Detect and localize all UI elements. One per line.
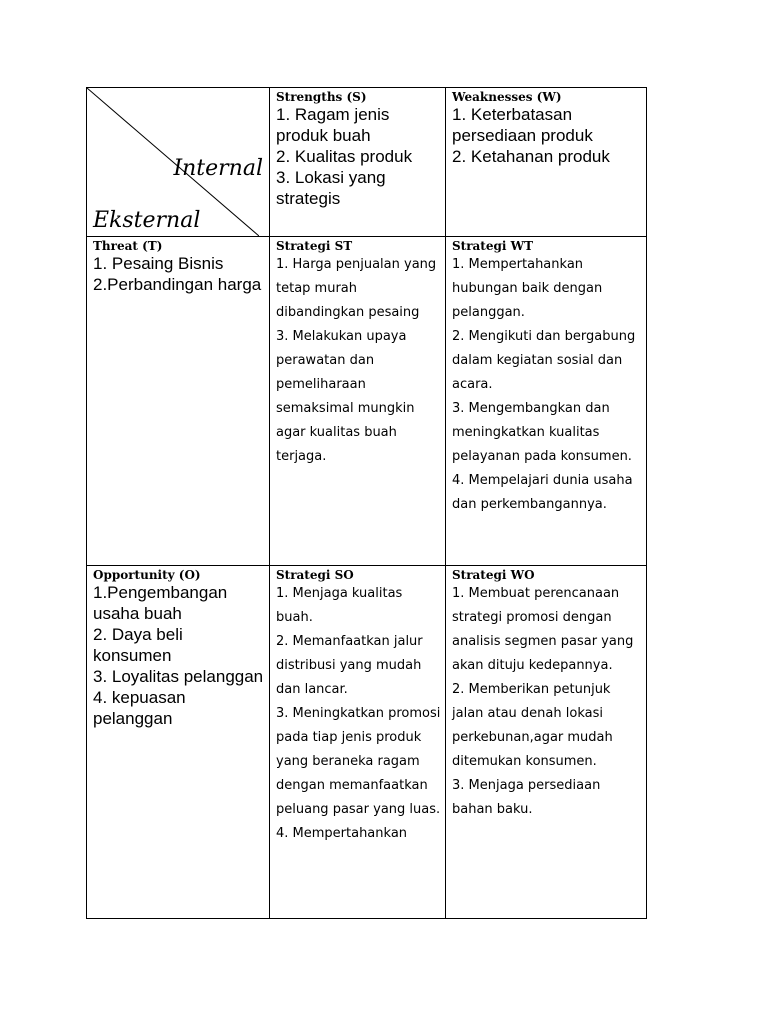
strengths-title: Strengths (S): [276, 90, 367, 104]
list-item: 3. Loyalitas pelanggan: [93, 667, 264, 686]
list-item: 1. Membuat perencanaan strategi promosi dengan analisis segmen pasar yang akan dituju kedepannya.: [452, 586, 634, 673]
weaknesses-list: [452, 104, 642, 167]
list-item: 2. Kualitas produk: [276, 147, 413, 166]
strengths-list: [276, 104, 441, 209]
strengths-cell: [270, 88, 446, 237]
list-item: 3. Melakukan upaya perawatan dan pemeliharaan semaksimal mungkin agar kualitas buah terjaga.: [276, 329, 415, 464]
strategi-so-cell: [270, 566, 446, 919]
list-item: 4. Mempertahankan: [276, 826, 408, 841]
list-item: 3. Mengembangkan dan meningkatkan kualitas pelayanan pada konsumen.: [452, 401, 632, 464]
strategi-st-title: Strategi ST: [276, 239, 353, 253]
list-item: 2.Perbandingan harga: [93, 275, 262, 294]
strategi-st-cell: [270, 237, 446, 566]
weaknesses-cell: [446, 88, 647, 237]
list-item: 1. Keterbatasan persediaan produk: [452, 105, 593, 145]
list-item: 4. kepuasan pelanggan: [93, 688, 186, 728]
strategi-so-list: [276, 582, 441, 846]
internal-label: Internal: [173, 156, 263, 181]
header-row: [87, 88, 647, 237]
opportunity-title: Opportunity (O): [93, 568, 201, 582]
opportunity-list: [93, 582, 265, 729]
strategi-wt-title: Strategi WT: [452, 239, 534, 253]
threat-row: [87, 237, 647, 566]
list-item: 2. Memberikan petunjuk jalan atau denah lokasi perkebunan,agar mudah ditemukan konsumen.: [452, 682, 613, 769]
strategi-wo-list: [452, 582, 642, 822]
list-item: 2. Ketahanan produk: [452, 147, 610, 166]
list-item: 1. Ragam jenis produk buah: [276, 105, 390, 145]
corner-cell: [87, 88, 270, 237]
strategi-wo-cell: [446, 566, 647, 919]
threat-cell: [87, 237, 270, 566]
list-item: 1. Menjaga kualitas buah.: [276, 586, 403, 625]
weaknesses-title: Weaknesses (W): [452, 90, 562, 104]
swot-matrix-table: [86, 87, 647, 919]
opportunity-row: [87, 566, 647, 919]
list-item: 2. Daya beli konsumen: [93, 625, 183, 665]
list-item: 1. Mempertahankan hubungan baik dengan pelanggan.: [452, 257, 603, 320]
list-item: 1. Harga penjualan yang tetap murah dibandingkan pesaing: [276, 257, 437, 320]
list-item: 3. Menjaga persediaan bahan baku.: [452, 778, 601, 817]
list-item: 3. Lokasi yang strategis: [276, 168, 386, 208]
opportunity-cell: [87, 566, 270, 919]
list-item: 2. Mengikuti dan bergabung dalam kegiatan sosial dan acara.: [452, 329, 636, 392]
strategi-wt-cell: [446, 237, 647, 566]
list-item: 2. Memanfaatkan jalur distribusi yang mudah dan lancar.: [276, 634, 423, 697]
strategi-wo-title: Strategi WO: [452, 568, 535, 582]
list-item: 1. Pesaing Bisnis: [93, 254, 224, 273]
threat-title: Threat (T): [93, 239, 163, 253]
list-item: 3. Meningkatkan promosi pada tiap jenis produk yang beraneka ragam dengan memanfaatkan peluang pasar yang luas.: [276, 706, 441, 817]
eksternal-label: Eksternal: [93, 208, 201, 233]
strategi-so-title: Strategi SO: [276, 568, 354, 582]
list-item: 1.Pengembangan usaha buah: [93, 583, 228, 623]
threat-list: [93, 253, 265, 295]
list-item: 4. Mempelajari dunia usaha dan perkembangannya.: [452, 473, 633, 512]
strategi-st-list: [276, 253, 441, 469]
strategi-wt-list: [452, 253, 642, 517]
